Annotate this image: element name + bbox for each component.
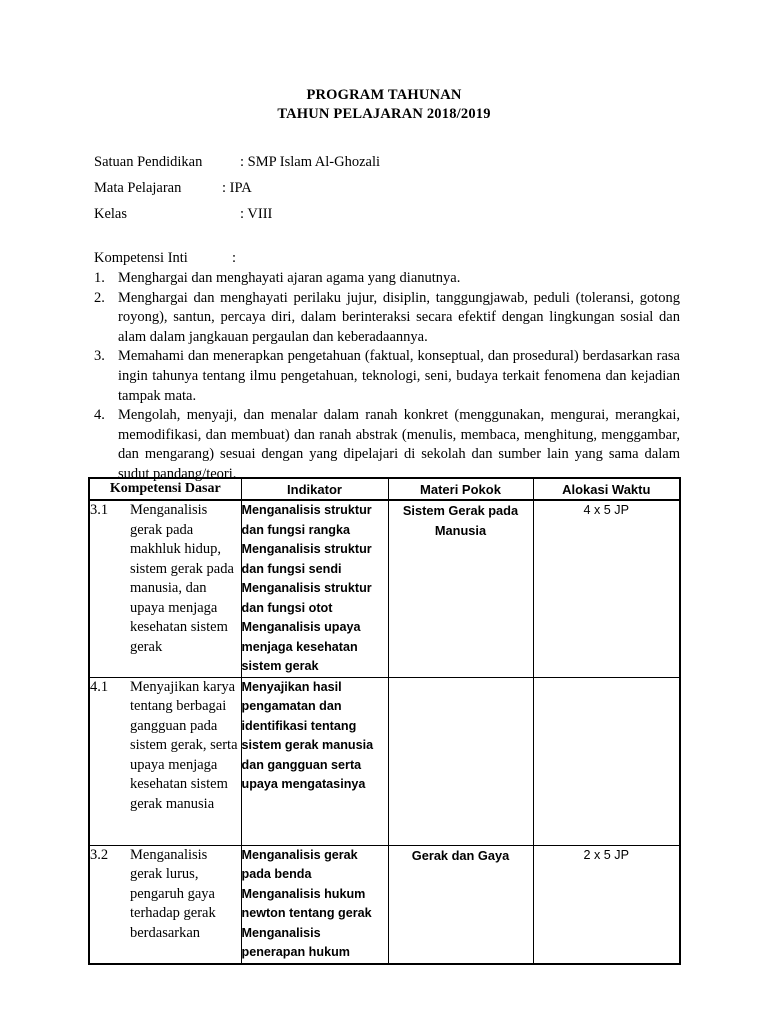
kd-text: Menganalisis gerak lurus, pengaruh gaya terhadap gerak berdasarkan — [130, 846, 216, 941]
kompetensi-inti-item — [94, 269, 680, 289]
program-tahunan-table — [88, 477, 681, 965]
indikator-item: Menganalisis penerapan hukum — [241, 925, 350, 959]
meta-label-mata-pelajaran: Mata Pelajaran — [94, 180, 182, 196]
indikator-item: Menganalisis struktur dan fungsi sendi — [241, 542, 372, 576]
kompetensi-inti-heading — [94, 247, 680, 269]
cell-materi-pokok — [388, 677, 533, 845]
cell-materi-pokok: Gerak dan Gaya — [388, 845, 533, 964]
kd-text: Menyajikan karya tentang berbagai gangguan pada sistem gerak, serta upaya menjaga kesehatan sistem gerak manusia — [130, 678, 238, 812]
kompetensi-inti-item-text: Menghargai dan menghayati perilaku jujur, disiplin, tanggungjawab, peduli (toleransi, gotong royong), santun, percaya diri, dalam berinteraksi secara efektif dengan lingkungan sosial dan alam dalam jangkauan pergaulan dan keberadaannya. — [118, 289, 680, 345]
kompetensi-inti-item-number: 1. — [94, 270, 105, 286]
kd-number: 3.1 — [90, 502, 109, 518]
document-title-block — [0, 86, 768, 124]
kd-number: 3.2 — [90, 846, 109, 863]
indikator-item: Menganalisis hukum newton tentang gerak — [241, 886, 372, 920]
indikator-item: Menganalisis struktur dan fungsi rangka — [241, 503, 372, 537]
cell-alokasi-waktu: 4 x 5 JP — [533, 500, 680, 677]
indikator-item: Menyajikan hasil pengamatan dan identifikasi tentang sistem gerak manusia dan gangguan serta upaya mengatasinya — [241, 679, 374, 791]
document-meta-block — [94, 149, 694, 227]
cell-alokasi-waktu: 2 x 5 JP — [533, 845, 680, 964]
meta-value-mata-pelajaran: : IPA — [222, 180, 252, 196]
meta-value-kelas: : VIII — [240, 206, 273, 222]
kompetensi-inti-item-number: 3. — [94, 348, 105, 365]
table-header-row — [89, 478, 680, 500]
meta-label-kelas: Kelas — [94, 206, 128, 222]
kompetensi-inti-item — [94, 347, 680, 406]
cell-alokasi-waktu — [533, 677, 680, 845]
kompetensi-inti-item — [94, 289, 680, 348]
indikator-item: Menganalisis gerak pada benda — [241, 847, 358, 881]
kompetensi-inti-item-number: 2. — [94, 289, 105, 306]
meta-row-mata-pelajaran — [94, 175, 694, 201]
cell-indikator — [241, 500, 388, 677]
cell-indikator — [241, 845, 388, 964]
table-row — [89, 845, 680, 964]
kompetensi-inti-item — [94, 406, 680, 484]
kompetensi-inti-list — [94, 269, 680, 485]
meta-label-satuan-pendidikan: Satuan Pendidikan — [94, 154, 203, 170]
kompetensi-inti-item-text: Mengolah, menyaji, dan menalar dalam ranah konkret (menggunakan, mengurai, merangkai, memodifikasi, dan membuat) dan ranah abstrak (menulis, membaca, menghitung, menggambar, dan mengarang) sesuai dengan yang dipelajari di sekolah dan sumber lain yang sama dalam sudut pandang/teori. — [118, 407, 680, 482]
column-header-materi-pokok: Materi Pokok — [388, 478, 533, 500]
cell-kompetensi-dasar — [89, 500, 241, 677]
kompetensi-inti-heading-colon: : — [232, 250, 237, 266]
page-title-line-2: TAHUN PELAJARAN 2018/2019 — [277, 106, 491, 122]
table-row — [89, 500, 680, 677]
kompetensi-inti-item-number: 4. — [94, 407, 105, 424]
indikator-item: Menganalisis upaya menjaga kesehatan sistem gerak — [241, 620, 361, 673]
column-header-alokasi-waktu: Alokasi Waktu — [533, 478, 680, 500]
kompetensi-inti-block — [94, 247, 680, 485]
kompetensi-inti-item-text: Memahami dan menerapkan pengetahuan (faktual, konseptual, dan prosedural) berdasarkan rasa ingin tahunya tentang ilmu pengetahuan, teknologi, seni, budaya terkait fenomena dan kejadian tampak mata. — [118, 348, 680, 404]
meta-value-satuan-pendidikan: : SMP Islam Al-Ghozali — [240, 154, 381, 170]
meta-row-satuan-pendidikan — [94, 149, 694, 175]
indikator-item: Menganalisis struktur dan fungsi otot — [241, 581, 372, 615]
cell-kompetensi-dasar — [89, 845, 241, 964]
table-row — [89, 677, 680, 845]
column-header-kompetensi-dasar: Kompetensi Dasar — [89, 478, 241, 500]
meta-row-kelas — [94, 201, 694, 227]
kd-number: 4.1 — [90, 678, 109, 695]
page-title-line-1: PROGRAM TAHUNAN — [306, 87, 462, 103]
cell-kompetensi-dasar — [89, 677, 241, 845]
kd-text: Menganalisis gerak pada makhluk hidup, sistem gerak pada manusia, dan upaya menjaga kesehatan sistem gerak — [130, 502, 234, 655]
cell-indikator — [241, 677, 388, 845]
column-header-indikator: Indikator — [241, 478, 388, 500]
cell-materi-pokok: Sistem Gerak pada Manusia — [388, 500, 533, 677]
kompetensi-inti-heading-label: Kompetensi Inti — [94, 250, 188, 266]
kompetensi-inti-item-text: Menghargai dan menghayati ajaran agama yang dianutnya. — [118, 270, 461, 286]
